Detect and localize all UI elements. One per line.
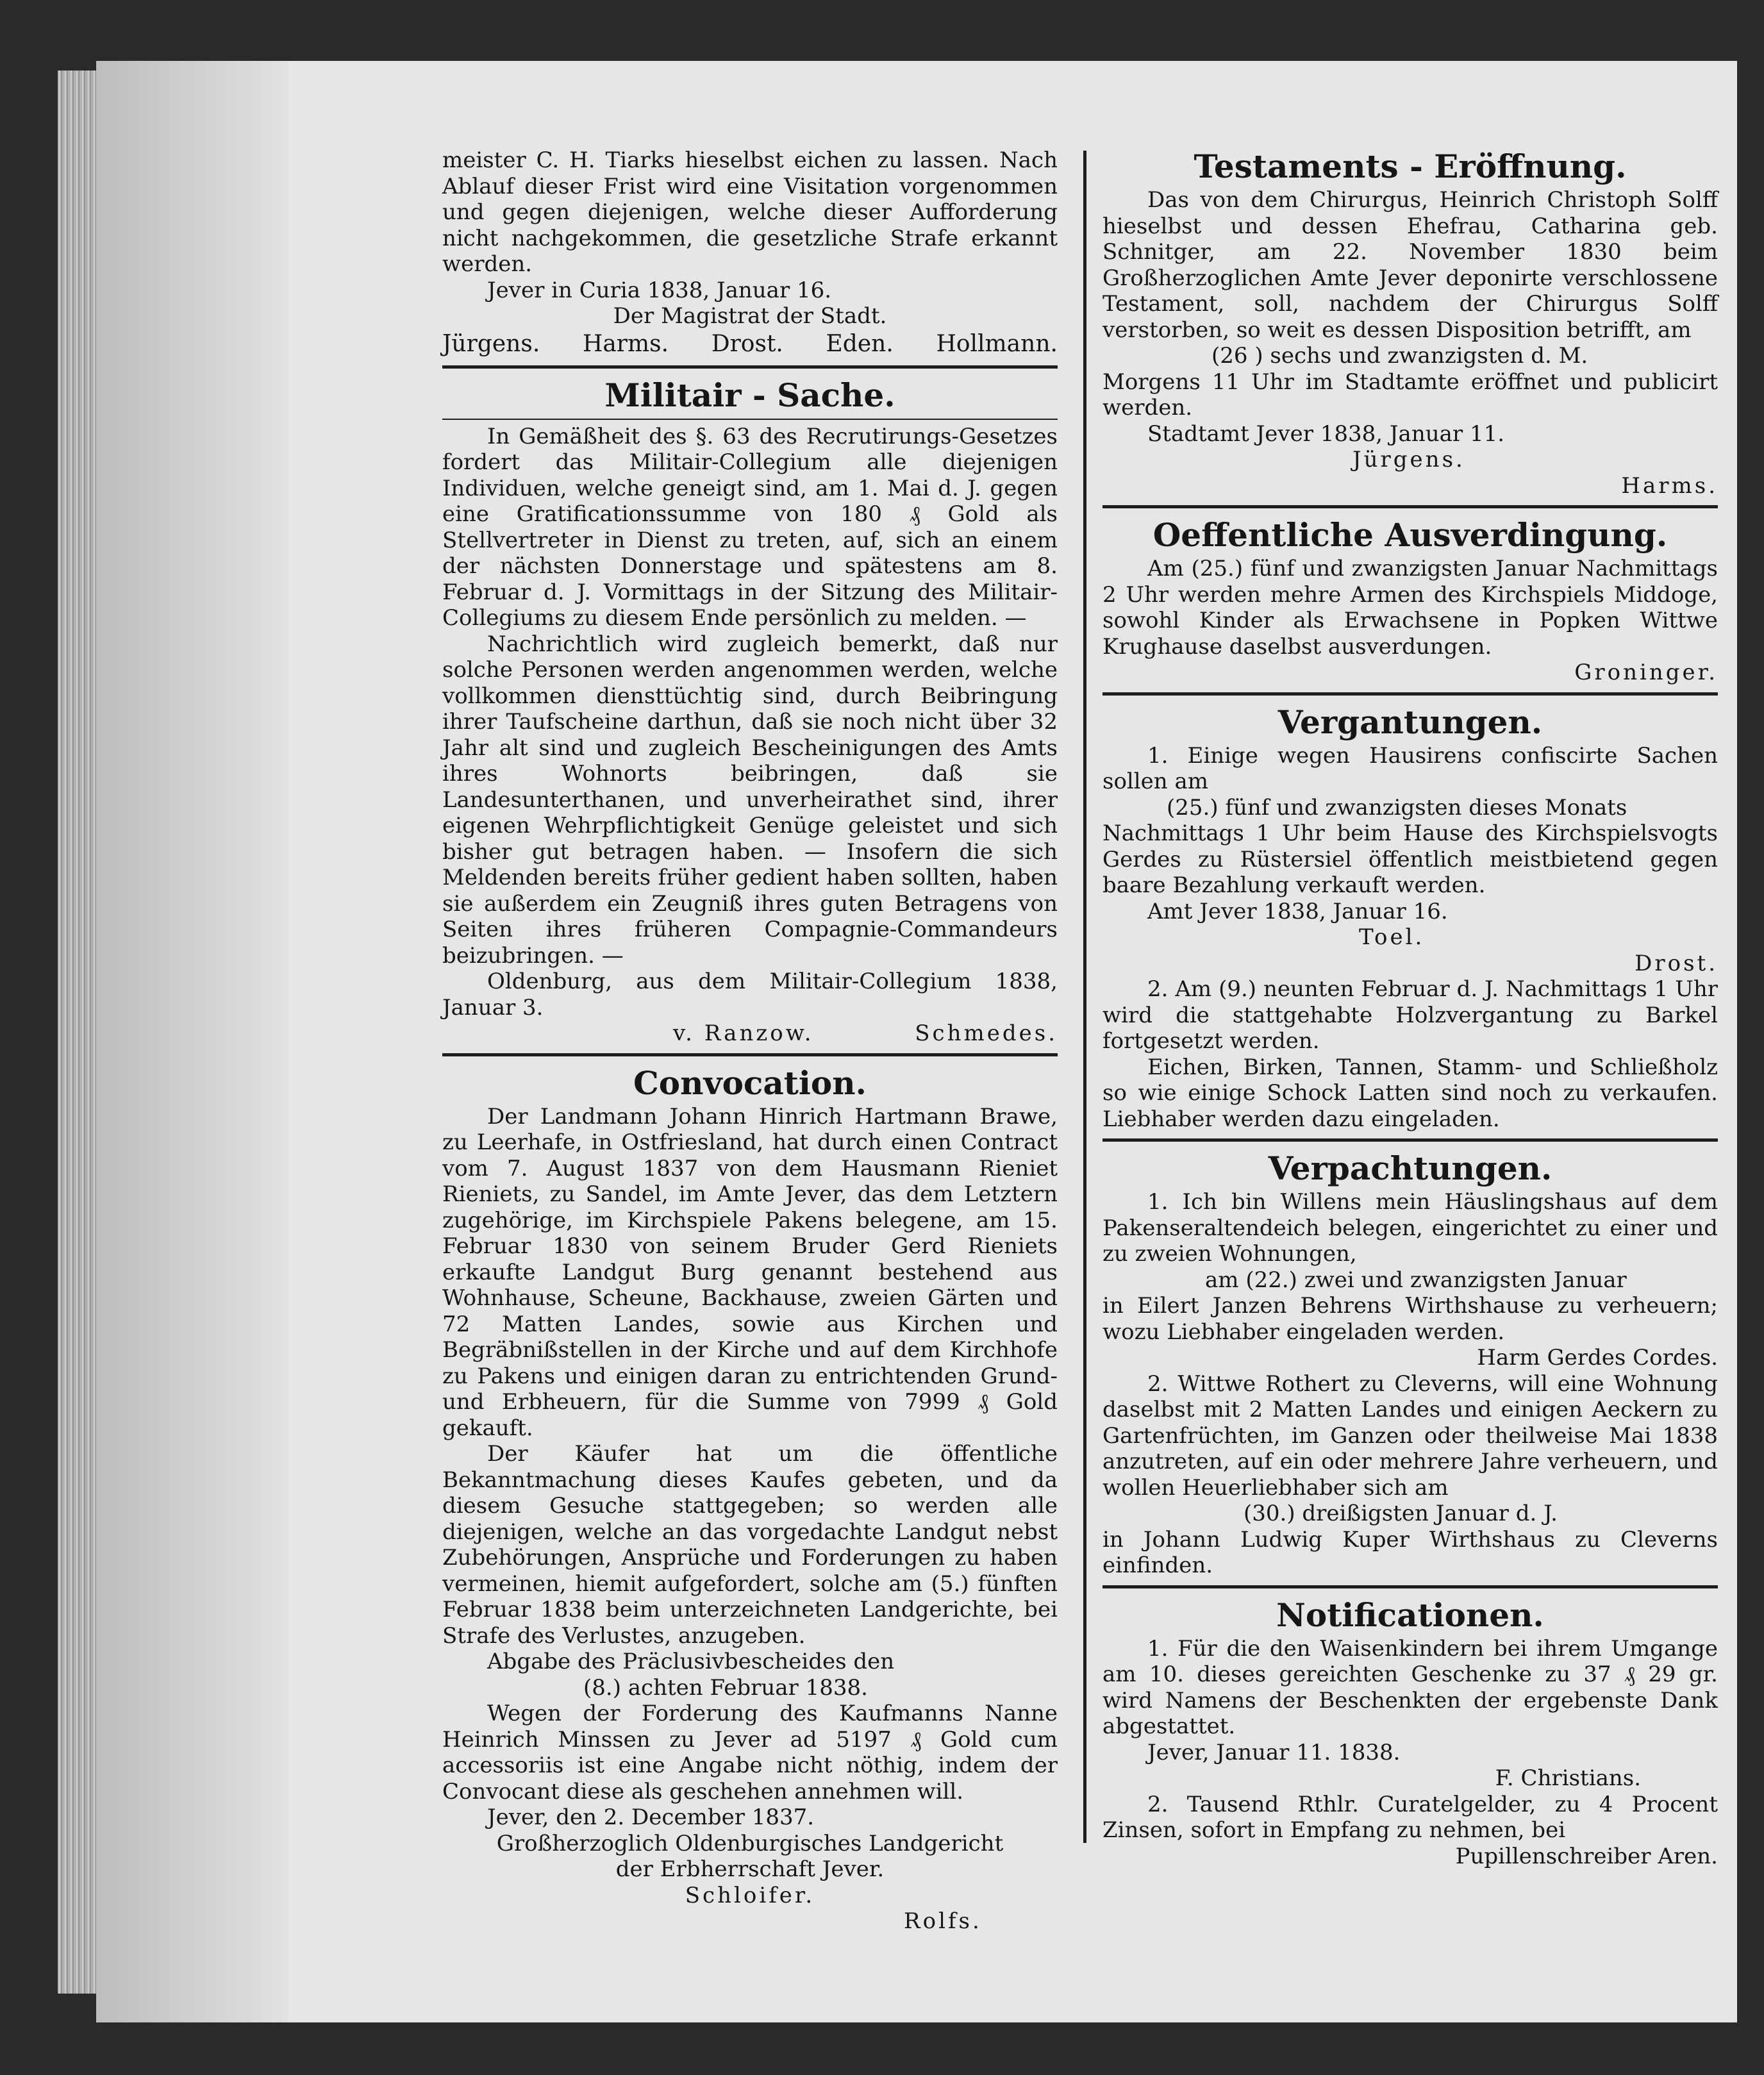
vergantungen-date-line: (25.) fünf und zwanzigsten dieses Monats xyxy=(1167,794,1627,821)
notificationen-place: Jever, Januar 11. 1838. xyxy=(1147,1739,1401,1765)
signer: Harms. xyxy=(582,330,669,357)
intro-authority: Der Magistrat der Stadt. xyxy=(613,303,887,329)
vergantungen-place: Amt Jever 1838, Januar 16. xyxy=(1147,898,1448,924)
notificationen-paragraph-2: 2. Tausend Rthlr. Curatelgelder, zu 4 Procent Zinsen, sofort in Empfang zu nehmen, bei xyxy=(1102,1791,1718,1843)
signer: Hollmann. xyxy=(936,330,1058,357)
vergantungen-heading: Vergantungen. xyxy=(1277,703,1543,741)
vergantungen-paragraph-4: Eichen, Birken, Tannen, Stamm- und Schließholz so wie einige Schock Latten sind noch zu verkaufen. Liebhaber werden dazu eingeladen. xyxy=(1102,1054,1718,1132)
right-column xyxy=(1102,147,1718,1869)
convocation-date: Jever, den 2. December 1837. xyxy=(487,1804,815,1830)
testament-signer-1: Jürgens. xyxy=(1352,447,1465,472)
left-column xyxy=(442,147,1058,1935)
section-rule xyxy=(1102,505,1718,508)
vergantungen-signer-2: Drost. xyxy=(1635,950,1718,976)
notificationen-signer: F. Christians. xyxy=(1495,1765,1641,1791)
testament-place: Stadtamt Jever 1838, Januar 11. xyxy=(1147,421,1505,447)
convocation-paragraph-1: Der Landmann Johann Hinrich Hartmann Brawe, zu Leerhafe, in Ostfriesland, hat durch einen Contract vom 7. August 1837 von dem Hausmann Rieniet Rieniets, zu Sandel, im Amte Jever, das dem Letztern zugehörige, im Kirchspiele Pakens belegene, am 15. Februar 1830 von seinem Bruder Gerd Rieniets erkaufte Landgut Burg genannt bestehend aus Wohnhause, Scheune, Backhause, zweien Gärten und 72 Matten Landes, sowie aus Kirchen und Begräbnißstellen in der Kirche und auf dem Kirchhofe zu Pakens und einigen daran zu entrichtenden Grund- und Erbheuern, für die Summe von 7999 ₰ Gold gekauft. xyxy=(442,1103,1058,1441)
convocation-paragraph-2: Der Käufer hat um die öffentliche Bekanntmachung dieses Kaufes gebeten, und da diesem Gesuche stattgegeben; so werden alle diejenigen, welche an das vorgedachte Landgut nebst Zubehörungen, Ansprüche und Forderungen zu haben vermeinen, hiemit aufgefordert, solche am (5.) fünften Februar 1838 beim unterzeichneten Landgerichte, bei Strafe des Verlustes, anzugeben. xyxy=(442,1441,1058,1649)
militair-signers xyxy=(442,1021,1058,1047)
signer: Drost. xyxy=(711,330,783,357)
intro-date: Jever in Curia 1838, Januar 16. xyxy=(487,277,832,303)
intro-signers xyxy=(442,329,1058,359)
section-rule xyxy=(442,1053,1058,1056)
heading-rule xyxy=(442,419,1058,420)
notificationen-signer-2: Pupillenschreiber Aren. xyxy=(1455,1843,1718,1869)
testament-heading: Testaments - Eröffnung. xyxy=(1194,147,1627,185)
vergantungen-signer-1: Toel. xyxy=(1359,924,1425,950)
signer: Jürgens. xyxy=(442,330,540,357)
convocation-paragraph-3: Abgabe des Präclusivbescheides den xyxy=(487,1649,895,1674)
verpachtungen-signer: Harm Gerdes Cordes. xyxy=(1477,1345,1718,1371)
column-divider xyxy=(1083,151,1086,1843)
vergantungen-paragraph-1: 1. Einige wegen Hausirens confiscirte Sachen sollen am xyxy=(1102,742,1718,794)
testament-date-line: (26 ) sechs und zwanzigsten d. M. xyxy=(1211,343,1588,369)
intro-text: meister C. H. Tiarks hieselbst eichen zu lassen. Nach Ablauf dieser Frist wird eine Visitation vorgenommen und gegen diejenigen, welche dieser Aufforderung nicht nachgekommen, die gesetzliche Strafe erkannt werden. xyxy=(442,147,1058,277)
testament-paragraph-2: Morgens 11 Uhr im Stadtamte eröffnet und publicirt werden. xyxy=(1102,369,1718,421)
verpachtungen-heading: Verpachtungen. xyxy=(1268,1149,1552,1187)
convocation-heading: Convocation. xyxy=(633,1063,867,1102)
militair-place: Oldenburg, aus dem Militair-Collegium 1838, Januar 3. xyxy=(442,969,1058,1021)
militair-paragraph-2: Nachrichtlich wird zugleich bemerkt, daß nur solche Personen werden angenommen werden, welche vollkommen diensttüchtig sind, durch Beibringung ihrer Taufscheine darthun, daß sie noch nicht über 32 Jahr alt sind und zugleich Bescheinigungen des Amts ihres Wohnorts beibringen, daß sie Landesunterthanen, und unverheirathet sind, ihrer eigenen Wehrpflichtigkeit Genüge geleistet und sich bisher gut betragen haben. — Insofern die sich Meldenden bereits früher gedient haben sollten, haben sie außerdem ein Zeugniß ihres guten Betragens von Seiten ihres früheren Compagnie-Commandeurs beizubringen. — xyxy=(442,631,1058,969)
testament-signer-2: Harms. xyxy=(1621,472,1718,499)
convocation-signer-1: Schloifer. xyxy=(685,1882,815,1908)
court-district: der Erbherrschaft Jever. xyxy=(615,1856,885,1882)
convocation-signer-2: Rolfs. xyxy=(904,1908,982,1934)
verpachtungen-paragraph-3: 2. Wittwe Rothert zu Cleverns, will eine Wohnung daselbst mit 2 Matten Landes und einigen Aeckern zu Gartenfrüchten, im Ganzen oder theilweise Mai 1838 anzutreten, auf ein oder mehrere Jahre verheuern, und wollen Heuerliebhaber sich am xyxy=(1102,1371,1718,1501)
ausverdingung-signer: Groninger. xyxy=(1574,660,1718,685)
court-name: Großherzoglich Oldenburgisches Landgericht xyxy=(496,1830,1004,1856)
verpachtungen-date-line: am (22.) zwei und zwanzigsten Januar xyxy=(1205,1267,1627,1293)
section-rule xyxy=(1102,1138,1718,1142)
verpachtungen-date-line-2: (30.) dreißigsten Januar d. J. xyxy=(1244,1501,1558,1526)
vergantungen-paragraph-2: Nachmittags 1 Uhr beim Hause des Kirchspielsvogts Gerdes zu Rüstersiel öffentlich meistbietend gegen baare Bezahlung verkauft werden. xyxy=(1102,821,1718,898)
verpachtungen-paragraph-4: in Johann Ludwig Kuper Wirthshaus zu Cleverns einfinden. xyxy=(1102,1526,1718,1578)
section-rule xyxy=(1102,692,1718,696)
signer: Schmedes. xyxy=(915,1021,1058,1046)
militair-paragraph-1: In Gemäßheit des §. 63 des Recrutirungs-Gesetzes fordert das Militair-Collegium alle diejenigen Individuen, welche geneigt sind, am 1. Mai d. J. gegen eine Gratificationssumme von 180 ₰ Gold als Stellvertreter in Dienst zu treten, auf, sich an einem der nächsten Donnerstage und spätestens am 8. Februar d. J. Vormittags in der Sitzung des Militair-Collegiums zu diesem Ende persönlich zu melden. — xyxy=(442,423,1058,631)
ausverdingung-heading: Oeffentliche Ausverdingung. xyxy=(1152,516,1668,554)
ausverdingung-paragraph: Am (25.) fünf und zwanzigsten Januar Nachmittags 2 Uhr werden mehre Armen des Kirchspiels Middoge, sowohl Kinder als Erwachsene in Popken Wittwe Krughause daselbst ausverdungen. xyxy=(1102,556,1718,660)
verpachtungen-paragraph-2: in Eilert Janzen Behrens Wirthshause zu verheuern; wozu Liebhaber eingeladen werden. xyxy=(1102,1293,1718,1345)
page-gutter xyxy=(96,61,288,2022)
section-rule xyxy=(442,365,1058,369)
section-rule xyxy=(1102,1585,1718,1588)
militair-heading: Militair - Sache. xyxy=(604,376,895,414)
testament-paragraph-1: Das von dem Chirurgus, Heinrich Christoph Solff hieselbst und dessen Ehefrau, Catharina geb. Schnitger, am 22. November 1830 beim Großherzoglichen Amte Jever deponirte verschlossene Testament, soll, nachdem der Chirurgus Solff verstorben, so weit es dessen Disposition betrifft, am xyxy=(1102,187,1718,343)
convocation-preclusion-date: (8.) achten Februar 1838. xyxy=(583,1674,868,1701)
notificationen-heading: Notificationen. xyxy=(1276,1596,1544,1634)
convocation-paragraph-4: Wegen der Forderung des Kaufmanns Nanne Heinrich Minssen zu Jever ad 5197 ₰ Gold cum accessoriis ist eine Angabe nicht nöthig, indem der Convocant diese als geschehen annehmen will. xyxy=(442,1701,1058,1804)
signer: v. Ranzow. xyxy=(673,1021,814,1046)
signer: Eden. xyxy=(826,330,894,357)
notificationen-paragraph-1: 1. Für die den Waisenkindern bei ihrem Umgange am 10. dieses gereichten Geschenke zu 37 ₰ 29 gr. wird Namens der Beschenkten der ergebenste Dank abgestattet. xyxy=(1102,1635,1718,1739)
verpachtungen-paragraph-1: 1. Ich bin Willens mein Häuslingshaus auf dem Pakenseraltendeich belegen, eingerichtet zu einer und zu zweien Wohnungen, xyxy=(1102,1189,1718,1267)
vergantungen-paragraph-3: 2. Am (9.) neunten Februar d. J. Nachmittags 1 Uhr wird die stattgehabte Holzvergantung zu Barkel fortgesetzt werden. xyxy=(1102,976,1718,1054)
